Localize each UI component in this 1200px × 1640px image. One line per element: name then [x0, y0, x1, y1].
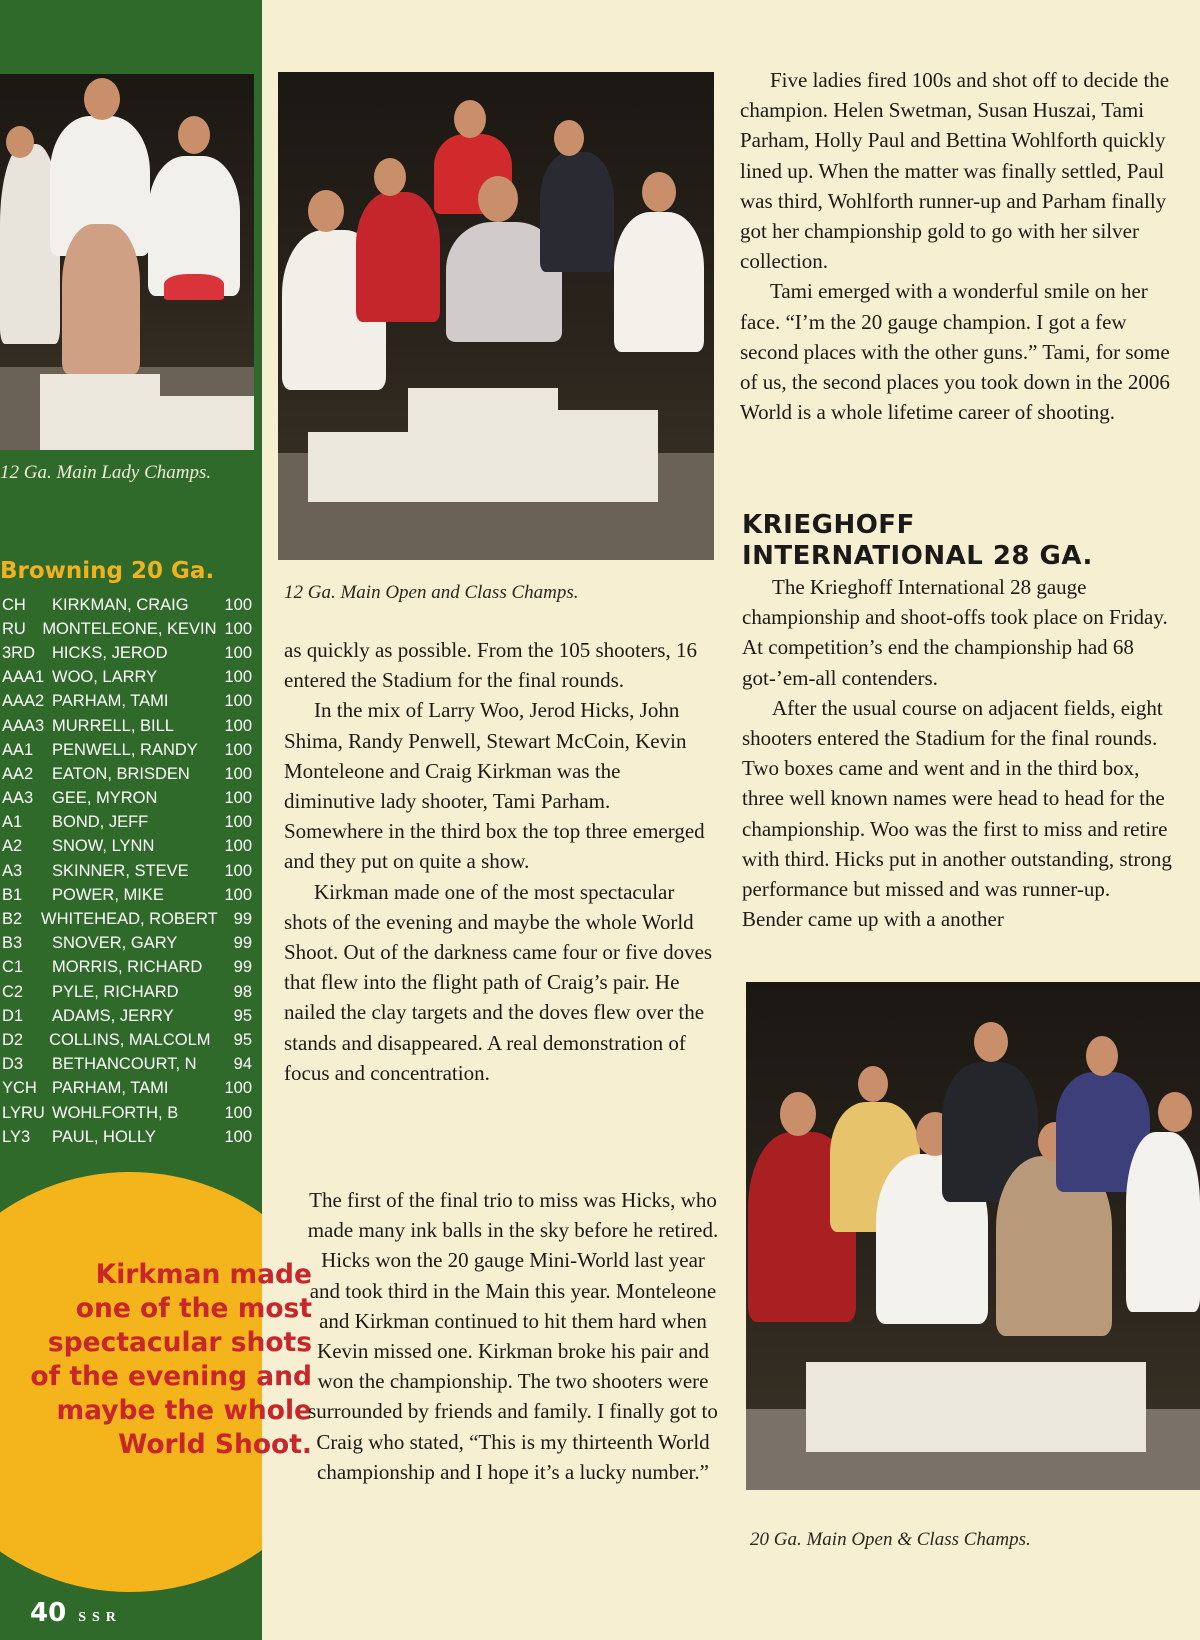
results-score: 99 — [233, 958, 252, 977]
person-head — [554, 120, 584, 156]
results-class: B1 — [2, 885, 23, 904]
right-column-text-2 — [742, 572, 1172, 934]
results-name: SNOVER, GARY — [52, 934, 178, 953]
results-row — [0, 907, 252, 931]
results-score: 100 — [224, 1127, 252, 1146]
results-row — [0, 690, 252, 714]
results-class: LYRU — [2, 1103, 45, 1122]
paragraph: The Krieghoff International 28 gauge championship and shoot-offs took place on Friday. At competition’s end the championship had 68 got-’em-all contenders. — [742, 575, 1168, 690]
pull-quote-line: World Shoot. — [118, 1429, 312, 1460]
results-name: PENWELL, RANDY — [52, 740, 198, 759]
results-row — [0, 1101, 252, 1125]
results-name: POWER, MIKE — [52, 885, 164, 904]
results-name: MURRELL, BILL — [52, 716, 174, 735]
results-row — [0, 714, 252, 738]
results-name: PARHAM, TAMI — [52, 1079, 169, 1098]
results-row — [0, 1125, 252, 1149]
person-head — [6, 126, 34, 158]
results-class: A3 — [2, 861, 23, 880]
person-head — [1158, 1092, 1192, 1132]
pull-quote-line: Kirkman made — [95, 1259, 312, 1290]
podium — [806, 1362, 1146, 1452]
paragraph: Five ladies fired 100s and shot off to decide the champion. Helen Swetman, Susan Huszai, Tami Parham, Holly Paul and Bettina Wohlforth quickly lined up. When the matter was finally settled, Paul was third, Wohlforth runner-up and Parham finally got her championship gold to go with her silver collection. — [740, 68, 1170, 274]
paragraph: After the usual course on adjacent fields, eight shooters entered the Stadium for the final rounds. Two boxes came and went and in the third box, three well known names were head to head for the championship. Woo was the first to miss and retire with third. Hicks put in another outstanding, strong performance but missed and was runner-up. Bender came up with a another — [742, 695, 1172, 932]
paragraph: The first of the final trio to miss was Hicks, who made many ink balls in the sky before he retired. Hicks won the 20 gauge Mini-World last year and took third in the Main this year. Monteleone and Kirkman continued to hit them hard when Kevin missed one. Kirkman broke his pair and won the championship. The two shooters were surrounded by friends and family. I finally got to Craig who stated, “This is my thirteenth World championship and I hope it’s a lucky number.” — [307, 1188, 719, 1484]
results-name: GEE, MYRON — [52, 789, 158, 808]
results-class: D3 — [2, 1055, 24, 1074]
results-row — [0, 811, 252, 835]
results-row — [0, 593, 252, 617]
results-class: AA1 — [2, 740, 34, 759]
person-head — [1086, 1036, 1118, 1076]
page-number: 40 — [30, 1598, 67, 1628]
results-score: 100 — [224, 764, 252, 783]
person-head — [642, 172, 676, 212]
results-score: 100 — [224, 1079, 252, 1098]
section-heading-line: INTERNATIONAL 28 GA. — [742, 541, 1093, 571]
results-row — [0, 932, 252, 956]
results-score: 100 — [224, 643, 252, 662]
results-row — [0, 738, 252, 762]
paragraph: as quickly as possible. From the 105 shooters, 16 entered the Stadium for the final rounds. — [284, 638, 697, 693]
results-score: 99 — [233, 934, 252, 953]
results-row — [0, 1053, 252, 1077]
results-score: 100 — [224, 837, 252, 856]
person-head — [178, 116, 210, 154]
results-name: SKINNER, STEVE — [52, 861, 189, 880]
results-class: AA3 — [2, 789, 34, 808]
results-class: D1 — [2, 1006, 24, 1025]
person — [540, 152, 614, 272]
results-name: SNOW, LYNN — [52, 837, 155, 856]
results-score: 100 — [224, 1103, 252, 1122]
person-head — [308, 190, 344, 232]
results-class: AA2 — [2, 764, 34, 783]
podium — [40, 374, 160, 450]
results-class: 3RD — [2, 643, 36, 662]
person-head — [374, 158, 406, 196]
results-title: Browning 20 Ga. — [0, 558, 215, 584]
middle-column-text — [284, 635, 714, 1088]
results-row — [0, 956, 252, 980]
results-row — [0, 883, 252, 907]
results-score: 95 — [233, 1006, 252, 1025]
results-score: 100 — [224, 813, 252, 832]
results-class: CH — [2, 595, 26, 614]
results-name: HICKS, JEROD — [52, 643, 168, 662]
results-row — [0, 1028, 252, 1052]
results-class: AAA3 — [2, 716, 45, 735]
person — [1126, 1132, 1200, 1312]
results-class: C1 — [2, 958, 24, 977]
results-score: 100 — [224, 740, 252, 759]
results-name: COLLINS, MALCOLM — [49, 1030, 211, 1049]
results-score: 100 — [224, 668, 252, 687]
results-name: BETHANCOURT, N — [52, 1055, 197, 1074]
results-name: BOND, JEFF — [52, 813, 149, 832]
results-class: YCH — [2, 1079, 37, 1098]
pull-quote-line: spectacular shots — [47, 1327, 312, 1358]
open-class-champs-photo — [278, 72, 714, 560]
results-row — [0, 641, 252, 665]
results-name: KIRKMAN, CRAIG — [52, 595, 189, 614]
results-name: ADAMS, JERRY — [52, 1006, 174, 1025]
results-row — [0, 980, 252, 1004]
results-name: WOO, LARRY — [52, 668, 158, 687]
results-score: 100 — [224, 692, 252, 711]
results-score: 100 — [224, 789, 252, 808]
results-row — [0, 787, 252, 811]
results-row — [0, 1077, 252, 1101]
pull-quote — [0, 1258, 312, 1462]
podium — [160, 396, 254, 450]
paragraph: Kirkman made one of the most spectacular shots of the evening and maybe the whole World Shoot. Out of the darkness came four or five doves that flew into the flight path of Craig’s pair. He nailed the clay targets and the doves flew over the stands and disappeared. A real demonstration of focus and concentration. — [284, 879, 713, 1085]
paragraph: In the mix of Larry Woo, Jerod Hicks, John Shima, Randy Penwell, Stewart McCoin, Kevin Monteleone and Craig Kirkman was the diminutive lady shooter, Tami Parham. Somewhere in the third box the top three emerged and they put on quite a show. — [284, 698, 705, 874]
results-class: D2 — [2, 1030, 24, 1049]
results-class: B3 — [2, 934, 23, 953]
magazine-name: SSR — [78, 1610, 122, 1625]
results-class: RU — [2, 619, 26, 638]
results-score: 100 — [224, 716, 252, 735]
results-class: C2 — [2, 982, 24, 1001]
results-class: LY3 — [2, 1127, 31, 1146]
right-column-text — [740, 65, 1170, 427]
person-head — [974, 1022, 1008, 1062]
pull-quote-line: one of the most — [75, 1293, 312, 1324]
results-score: 100 — [224, 619, 252, 638]
results-row — [0, 762, 252, 786]
results-class: AAA1 — [2, 668, 45, 687]
twenty-gauge-champs-photo — [746, 982, 1200, 1490]
results-score: 100 — [224, 595, 252, 614]
section-heading-line: KRIEGHOFF — [742, 510, 915, 540]
paragraph: Tami emerged with a wonderful smile on her face. “I’m the 20 gauge champion. I got a few second places with the other guns.” Tami, for some of us, the second places you took down in the 2006 World is a whole lifetime career of shooting. — [740, 279, 1170, 425]
lady-champs-caption: 12 Ga. Main Lady Champs. — [0, 462, 212, 483]
results-score: 98 — [233, 982, 252, 1001]
middle-column-text-wrap — [306, 1185, 720, 1487]
results-score: 95 — [233, 1030, 252, 1049]
results-name: PARHAM, TAMI — [52, 692, 169, 711]
results-name: WHITEHEAD, ROBERT — [41, 910, 218, 929]
twenty-gauge-champs-caption: 20 Ga. Main Open & Class Champs. — [750, 1529, 1031, 1550]
results-class: B2 — [2, 910, 23, 929]
person — [164, 274, 224, 300]
results-score: 100 — [224, 885, 252, 904]
results-row — [0, 835, 252, 859]
results-name: WOHLFORTH, B — [52, 1103, 179, 1122]
results-row — [0, 666, 252, 690]
section-heading — [742, 510, 1182, 572]
results-class: A1 — [2, 813, 23, 832]
podium — [408, 388, 558, 502]
results-row — [0, 617, 252, 641]
results-row — [0, 859, 252, 883]
person — [614, 212, 704, 352]
podium — [548, 410, 658, 502]
results-class: A2 — [2, 837, 23, 856]
results-row — [0, 1004, 252, 1028]
results-name: PYLE, RICHARD — [52, 982, 179, 1001]
page-footer — [30, 1598, 122, 1628]
results-score: 94 — [233, 1055, 252, 1074]
results-score: 99 — [233, 910, 252, 929]
lady-champs-photo — [0, 74, 254, 450]
open-class-champs-caption: 12 Ga. Main Open and Class Champs. — [284, 582, 579, 603]
results-table — [0, 593, 252, 1149]
results-name: MORRIS, RICHARD — [52, 958, 203, 977]
person-head — [780, 1092, 816, 1136]
results-name: EATON, BRISDEN — [52, 764, 190, 783]
person-head — [84, 78, 120, 120]
results-name: MONTELEONE, KEVIN — [42, 619, 217, 638]
person-head — [454, 100, 486, 138]
results-name: PAUL, HOLLY — [52, 1127, 156, 1146]
results-class: AAA2 — [2, 692, 45, 711]
results-score: 100 — [224, 861, 252, 880]
person — [356, 192, 440, 322]
person-head — [478, 176, 518, 222]
pull-quote-line: maybe the whole — [56, 1395, 312, 1426]
person — [62, 224, 140, 374]
pull-quote-line: of the evening and — [30, 1361, 312, 1392]
person-head — [858, 1066, 888, 1102]
